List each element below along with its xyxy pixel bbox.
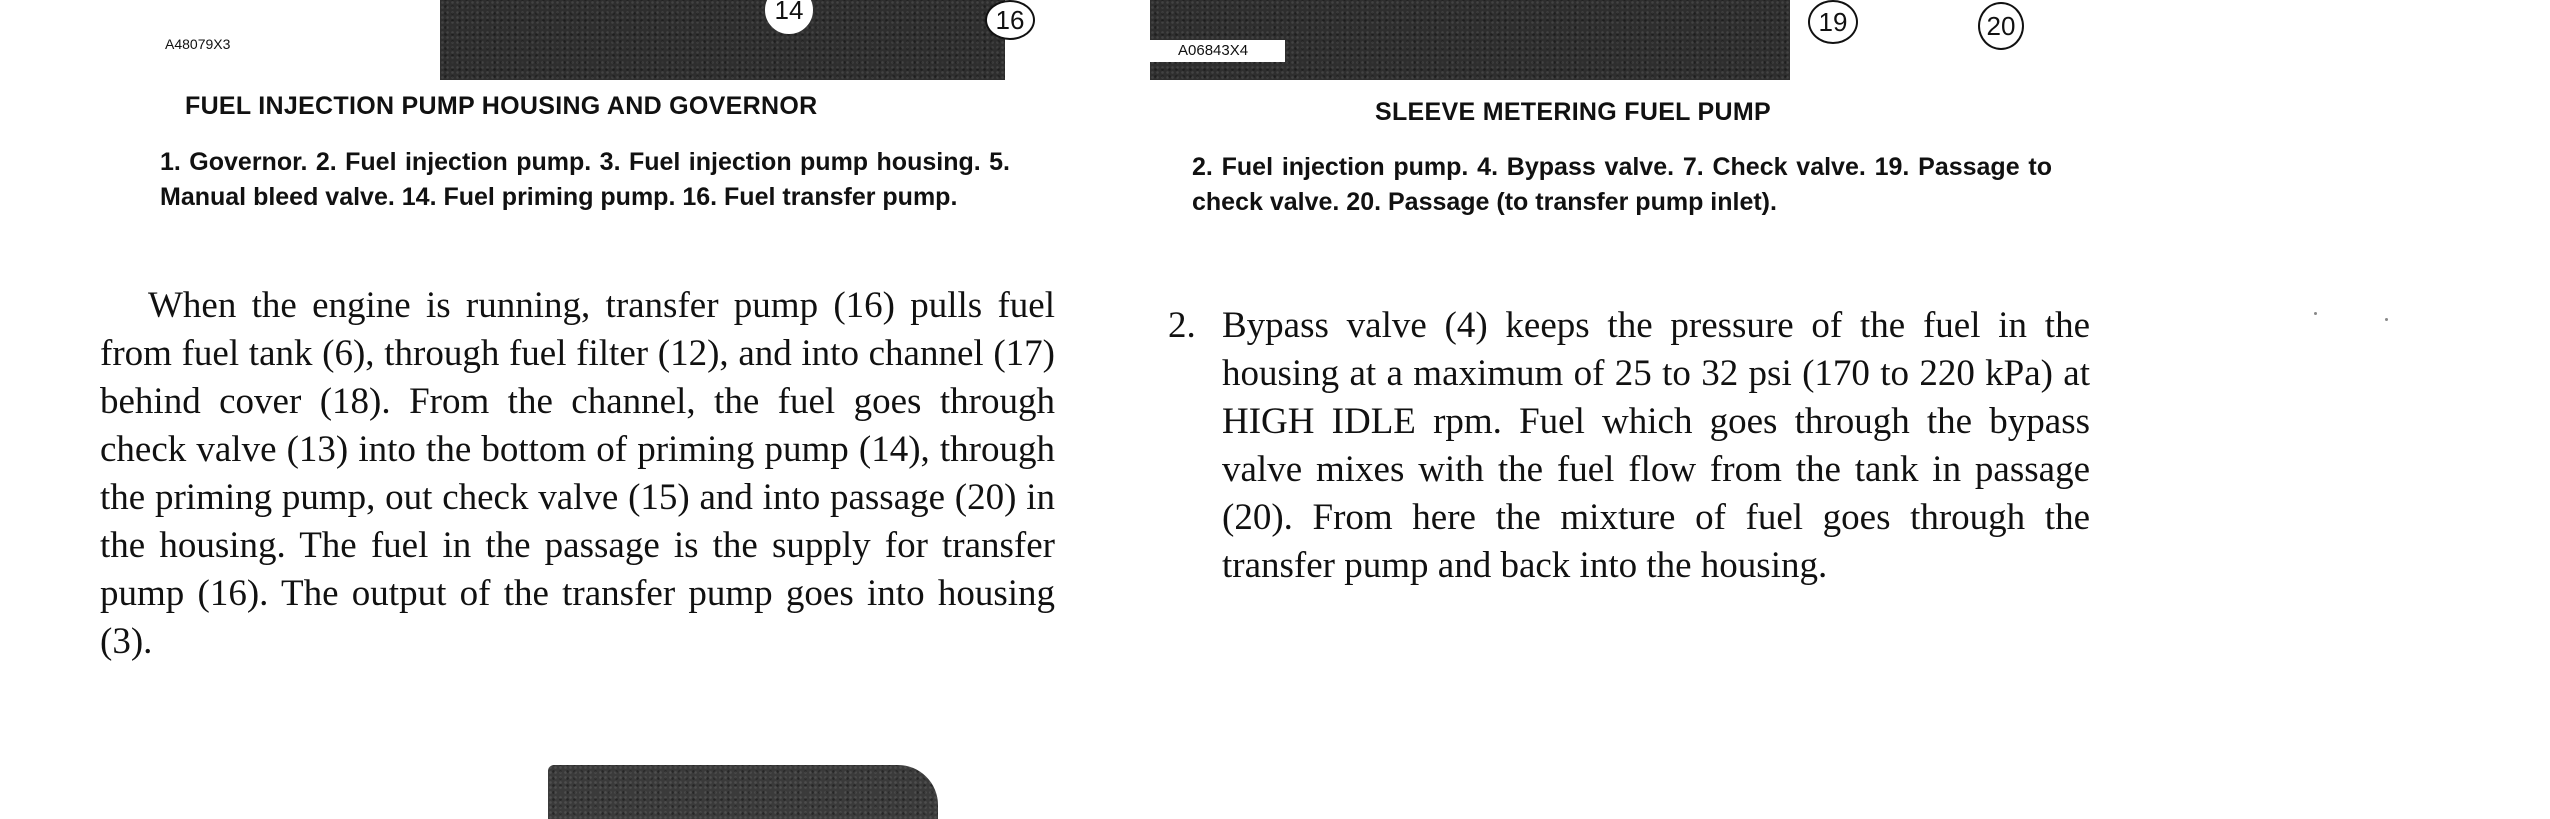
scan-speck — [2314, 312, 2317, 315]
fuel-injection-pump-housing-photo — [440, 0, 1005, 80]
scan-speck — [2385, 318, 2388, 321]
callout-19: 19 — [1808, 0, 1858, 44]
bottom-figure-photo — [548, 765, 938, 819]
callout-16: 16 — [985, 0, 1035, 40]
callout-14: 14 — [765, 0, 813, 34]
left-figure-image-code: A48079X3 — [165, 36, 231, 52]
callout-20: 20 — [1978, 2, 2024, 50]
sleeve-metering-fuel-pump-photo — [1150, 0, 1790, 80]
right-figure-image-code: A06843X4 — [1178, 42, 1249, 59]
left-paragraph-text: When the engine is running, transfer pump (16) pulls fuel from fuel tank (6), through fuel filter (12), and into channel (17) behind cover (18). From the channel, the fuel goes through check valve (13) into the bottom of priming pump (14), through the priming pump, out check valve (15) and into passage (20) in the housing. The fuel in the passage is the supply for transfer pump (16). The output of the transfer pump goes into housing (3). — [100, 285, 1055, 662]
right-figure-caption: 2. Fuel injection pump. 4. Bypass valve. 7. Check valve. 19. Passage to check valve. 20. Passage (to transfer pump inlet). — [1192, 153, 2052, 216]
right-figure-title: SLEEVE METERING FUEL PUMP — [1375, 98, 1771, 126]
left-figure-caption: 1. Governor. 2. Fuel injection pump. 3. Fuel injection pump housing. 5. Manual bleed valve. 14. Fuel priming pump. 16. Fuel transfer pump. — [160, 148, 1010, 211]
left-figure-title: FUEL INJECTION PUMP HOUSING AND GOVERNOR — [185, 92, 818, 120]
list-item-text: Bypass valve (4) keeps the pressure of the fuel in the housing at a maximum of 25 to 32 psi (170 to 220 kPa) at HIGH IDLE rpm. Fuel which goes through the bypass valve mixes with the fuel flow from the tank in passage (20). From here the mixture of fuel goes through the transfer pump and back into the housing. — [1222, 305, 2090, 586]
list-item-number: 2. — [1168, 305, 1196, 346]
image-code-plate — [1150, 40, 1285, 62]
left-body-paragraph — [100, 282, 1055, 666]
